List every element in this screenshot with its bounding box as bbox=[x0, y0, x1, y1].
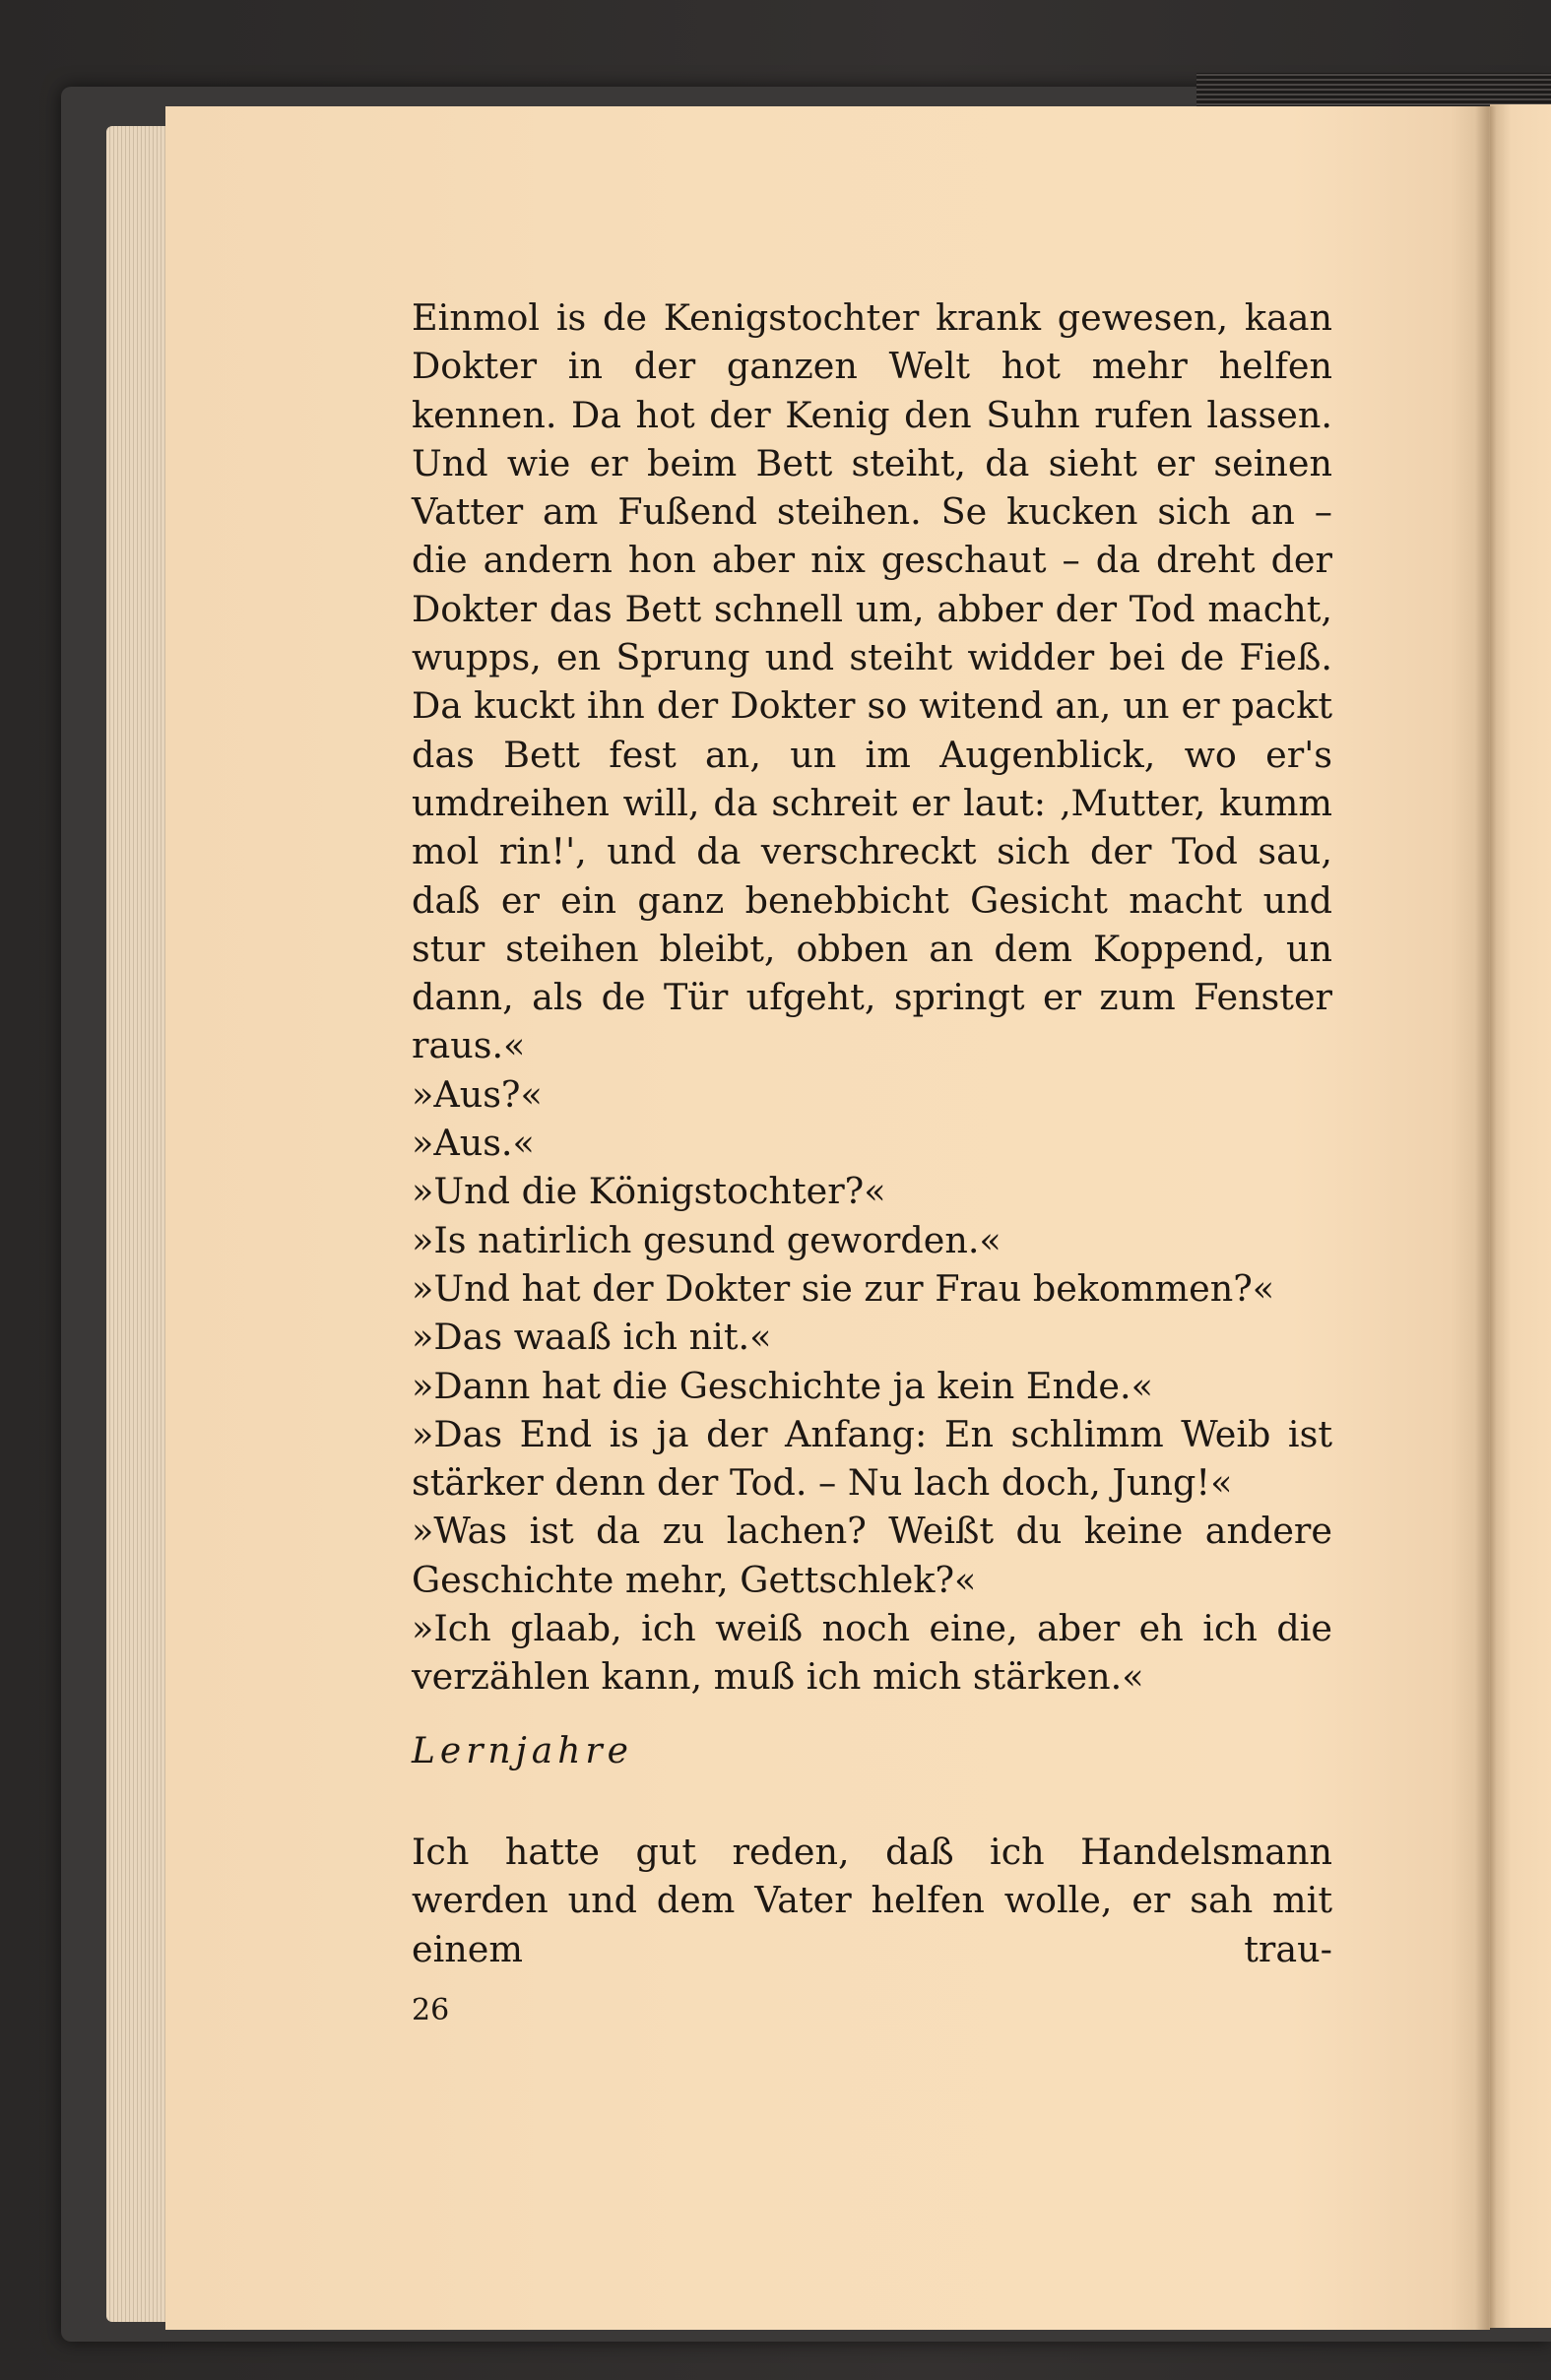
body-text bbox=[412, 293, 1332, 1702]
dialogue-line: »Ich glaab, ich weiß noch eine, aber eh ich die verzählen kann, muß ich mich stärken.« bbox=[412, 1607, 1332, 1699]
dialogue-line: »Aus.« bbox=[412, 1122, 535, 1165]
dialogue-line: »Is natirlich gesund geworden.« bbox=[412, 1218, 1002, 1261]
chapter-title: Lernjahre bbox=[412, 1731, 633, 1771]
bookmark-ribbon bbox=[1196, 73, 1551, 108]
page-edges bbox=[106, 126, 165, 2322]
paragraph: Einmol is de Kenigstochter krank gewesen, kaan Dokter in der ganzen Welt hot mehr helfen kennen. Da hot der Kenig den Suhn rufen lassen. Und wie er beim Bett steiht, da sieht er seinen Vatter am Fußend steihen. Se kucken sich an – die andern hon aber nix geschaut – da dreht der Dokter das Bett schnell um, abber der Tod macht, wupps, en Sprung und steiht widder bei de Fieß. Da kuckt ihn der Dokter so witend an, un er packt das Bett fest an, un im Augenblick, wo er's umdreihen will, da schreit er laut: ‚Mutter, kumm mol rin!', und da verschreckt sich der Tod sau, daß er ein ganz benebbicht Gesicht macht und stur steihen bleibt, obben an dem Koppend, un dann, als de Tür ufgeht, springt er zum Fenster raus.« bbox=[412, 296, 1332, 1067]
facing-page bbox=[1490, 104, 1551, 2328]
dialogue-line: »Was ist da zu lachen? Weißt du keine andere Geschichte mehr, Gettschlek?« bbox=[412, 1510, 1332, 1601]
page-number: 26 bbox=[412, 1993, 450, 2027]
chapter-opening-text bbox=[412, 1828, 1332, 1973]
paragraph: Ich hatte gut reden, daß ich Handelsmann werden und dem Vater helfen wolle, er sah mit einem trau- bbox=[412, 1831, 1332, 1970]
dialogue-line: »Aus?« bbox=[412, 1072, 543, 1116]
page-gutter bbox=[1475, 106, 1497, 2330]
dialogue-line: »Das waaß ich nit.« bbox=[412, 1316, 772, 1359]
dialogue-line: »Das End is ja der Anfang: En schlimm Weib ist stärker denn der Tod. – Nu lach doch, Jung!« bbox=[412, 1412, 1332, 1505]
dialogue-line: »Und hat der Dokter sie zur Frau bekommen?« bbox=[412, 1266, 1275, 1310]
dialogue-line: »Und die Königstochter?« bbox=[412, 1170, 886, 1213]
dialogue-line: »Dann hat die Geschichte ja kein Ende.« bbox=[412, 1364, 1153, 1407]
